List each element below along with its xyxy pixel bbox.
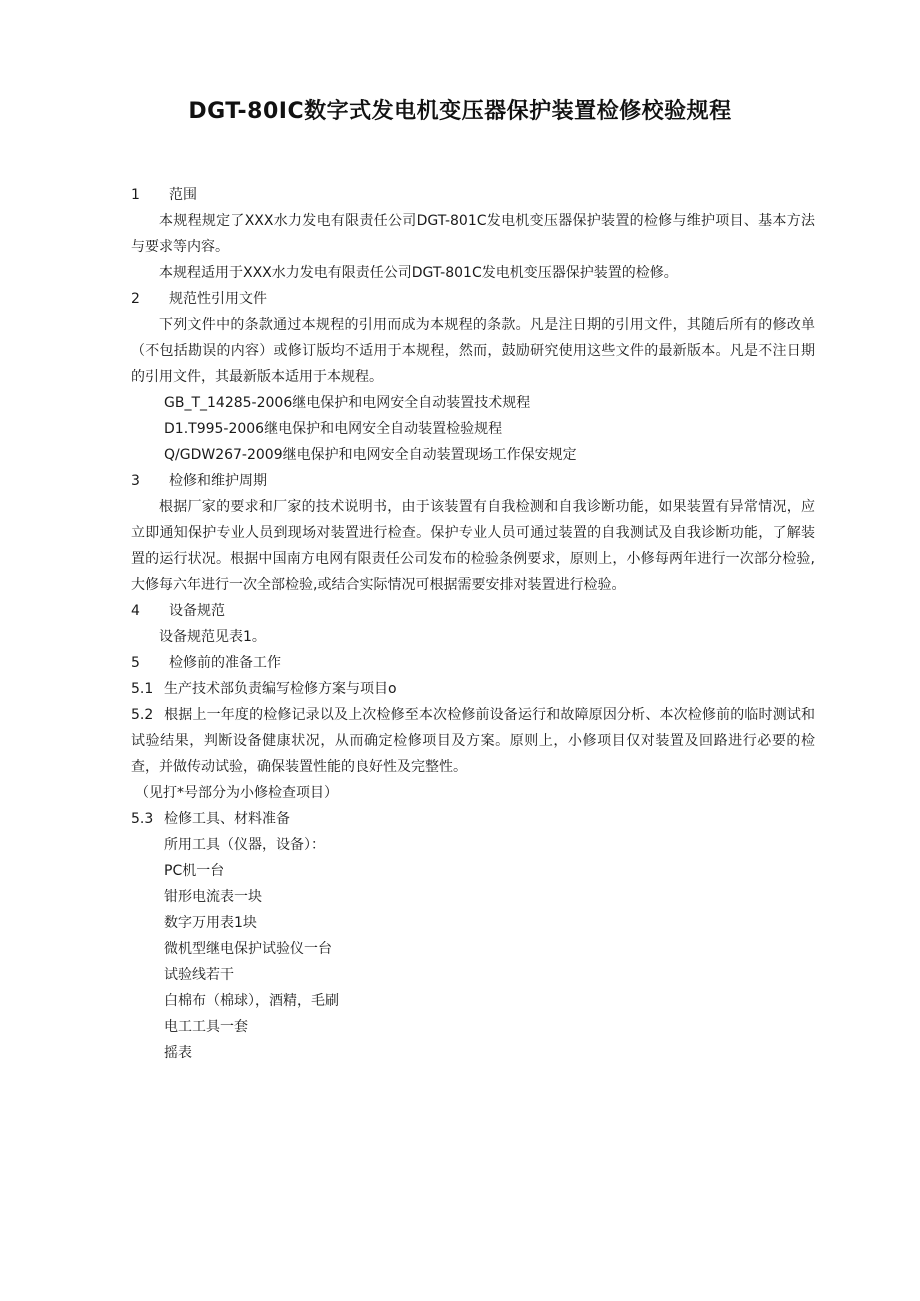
subsection-number: 5.3 (131, 811, 154, 827)
section-title: 检修和维护周期 (169, 473, 267, 489)
subsection-text: 生产技术部负责编写检修方案与项目o (164, 681, 397, 697)
section-5-heading (131, 650, 815, 676)
section-5-1 (131, 676, 815, 702)
section-2-heading (131, 286, 815, 312)
subsection-number: 5.1 (131, 681, 154, 697)
section-1-paragraph-2: 本规程适用于XXX水力发电有限责任公司DGT-801C发电机变压器保护装置的检修。 (159, 265, 678, 281)
section-3-paragraph-1: 根据厂家的要求和厂家的技术说明书，由于该装置有自我检测和自我诊断功能，如果装置有异常情况，应立即通知保护专业人员到现场对装置进行检查。保护专业人员可通过装置的自我测试及自我诊断功能，了解装置的运行状况。根据中国南方电网有限责任公司发布的检验条例要求，原则上，小修每两年进行一次部分检验,大修每六年进行一次全部检验,或结合实际情况可根据需要安排对装置进行检验。 (131, 499, 815, 593)
section-4-paragraph-1: 设备规范见表1。 (159, 629, 266, 645)
reference-item: Q/GDW267-2009继电保护和电网安全自动装置现场工作保安规定 (164, 447, 577, 463)
section-number: 1 (131, 187, 140, 203)
tool-item: 微机型继电保护试验仪一台 (164, 941, 332, 957)
subsection-text: 根据上一年度的检修记录以及上次检修至本次检修前设备运行和故障原因分析、本次检修前的临时测试和试验结果，判断设备健康状况，从而确定检修项目及方案。原则上，小修项目仅对装置及回路进行必要的检查，并做传动试验，确保装置性能的良好性及完整性。 (131, 707, 815, 775)
tool-item: PC机一台 (164, 863, 225, 879)
section-number: 3 (131, 473, 140, 489)
subsection-number: 5.2 (131, 707, 154, 723)
subsection-text: 检修工具、材料准备 (164, 811, 290, 827)
section-2-paragraph-1: 下列文件中的条款通过本规程的引用而成为本规程的条款。凡是注日期的引用文件，其随后所有的修改单（不包括勘误的内容）或修订版均不适用于本规程，然而，鼓励研究使用这些文件的最新版本。凡是不注日期的引用文件，其最新版本适用于本规程。 (131, 317, 815, 385)
reference-item: D1.T995-2006继电保护和电网安全自动装置检验规程 (164, 421, 503, 437)
section-5-2 (131, 702, 815, 780)
section-4-heading (131, 598, 815, 624)
section-number: 2 (131, 291, 140, 307)
minor-repair-note: （见打*号部分为小修检查项目） (135, 785, 338, 801)
section-5-3 (131, 806, 815, 832)
section-number: 5 (131, 655, 140, 671)
document-body (131, 182, 815, 1066)
section-1-heading (131, 182, 815, 208)
section-3-heading (131, 468, 815, 494)
section-title: 检修前的准备工作 (169, 655, 281, 671)
section-title: 范围 (169, 187, 197, 203)
section-title: 设备规范 (169, 603, 225, 619)
tool-item: 白棉布（棉球），酒精，毛刷 (164, 993, 339, 1009)
tool-item: 钳形电流表一块 (164, 889, 262, 905)
section-number: 4 (131, 603, 140, 619)
document-title: DGT-80IC数字式发电机变压器保护装置检修校验规程 (188, 99, 732, 124)
tool-item: 试验线若干 (164, 967, 234, 983)
section-1-paragraph-1: 本规程规定了XXX水力发电有限责任公司DGT-801C发电机变压器保护装置的检修与维护项目、基本方法与要求等内容。 (131, 213, 815, 255)
tools-label: 所用工具（仪器，设备）： (164, 837, 325, 853)
tool-item: 摇表 (164, 1045, 192, 1061)
section-title: 规范性引用文件 (169, 291, 267, 307)
reference-item: GB_T_14285-2006继电保护和电网安全自动装置技术规程 (164, 395, 531, 411)
tool-item: 电工工具一套 (164, 1019, 248, 1035)
tool-item: 数字万用表1块 (164, 915, 257, 931)
